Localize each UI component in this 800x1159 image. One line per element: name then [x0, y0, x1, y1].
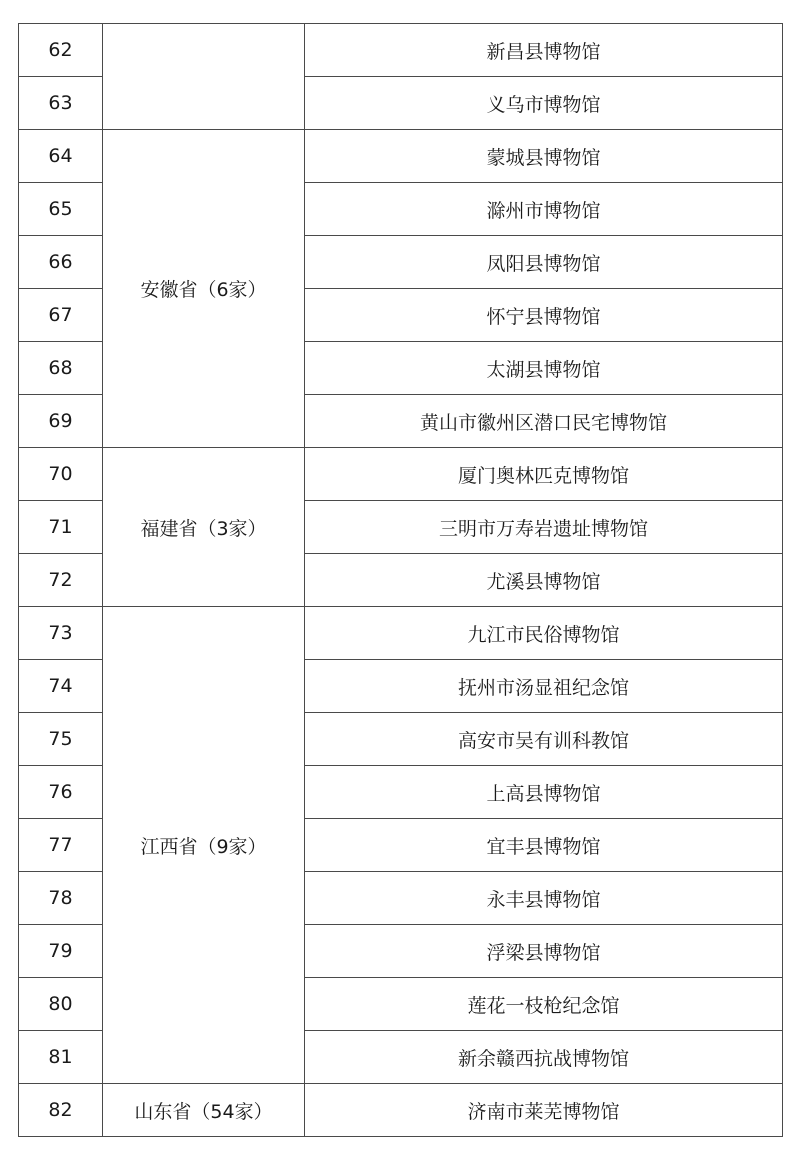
table-row	[19, 448, 783, 501]
table-row	[19, 607, 783, 660]
table-row	[19, 130, 783, 183]
serial-number-cell: 64	[19, 130, 103, 183]
museum-name-cell: 蒙城县博物馆	[305, 130, 783, 183]
serial-number-cell: 65	[19, 183, 103, 236]
museum-name-cell: 浮梁县博物馆	[305, 925, 783, 978]
serial-number-cell: 67	[19, 289, 103, 342]
museum-list-table	[18, 23, 783, 1137]
table-row	[19, 24, 783, 77]
province-cell: 江西省（9家）	[103, 607, 305, 1084]
serial-number-cell: 68	[19, 342, 103, 395]
serial-number-cell: 66	[19, 236, 103, 289]
museum-name-cell: 新昌县博物馆	[305, 24, 783, 77]
museum-name-cell: 怀宁县博物馆	[305, 289, 783, 342]
table-row	[19, 1084, 783, 1137]
serial-number-cell: 82	[19, 1084, 103, 1137]
museum-name-cell: 抚州市汤显祖纪念馆	[305, 660, 783, 713]
serial-number-cell: 81	[19, 1031, 103, 1084]
province-cell: 山东省（54家）	[103, 1084, 305, 1137]
museum-name-cell: 滁州市博物馆	[305, 183, 783, 236]
museum-name-cell: 济南市莱芜博物馆	[305, 1084, 783, 1137]
serial-number-cell: 75	[19, 713, 103, 766]
serial-number-cell: 72	[19, 554, 103, 607]
province-cell: 福建省（3家）	[103, 448, 305, 607]
serial-number-cell: 79	[19, 925, 103, 978]
serial-number-cell: 78	[19, 872, 103, 925]
museum-name-cell: 太湖县博物馆	[305, 342, 783, 395]
serial-number-cell: 69	[19, 395, 103, 448]
serial-number-cell: 74	[19, 660, 103, 713]
serial-number-cell: 77	[19, 819, 103, 872]
serial-number-cell: 62	[19, 24, 103, 77]
museum-name-cell: 九江市民俗博物馆	[305, 607, 783, 660]
serial-number-cell: 80	[19, 978, 103, 1031]
museum-name-cell: 义乌市博物馆	[305, 77, 783, 130]
museum-name-cell: 黄山市徽州区潜口民宅博物馆	[305, 395, 783, 448]
province-cell: 安徽省（6家）	[103, 130, 305, 448]
museum-name-cell: 新余赣西抗战博物馆	[305, 1031, 783, 1084]
museum-name-cell: 尤溪县博物馆	[305, 554, 783, 607]
province-cell	[103, 24, 305, 130]
museum-name-cell: 莲花一枝枪纪念馆	[305, 978, 783, 1031]
museum-name-cell: 上高县博物馆	[305, 766, 783, 819]
museum-name-cell: 永丰县博物馆	[305, 872, 783, 925]
museum-name-cell: 宜丰县博物馆	[305, 819, 783, 872]
serial-number-cell: 76	[19, 766, 103, 819]
serial-number-cell: 70	[19, 448, 103, 501]
table-body	[19, 24, 783, 1137]
serial-number-cell: 73	[19, 607, 103, 660]
museum-name-cell: 三明市万寿岩遗址博物馆	[305, 501, 783, 554]
museum-name-cell: 厦门奥林匹克博物馆	[305, 448, 783, 501]
serial-number-cell: 71	[19, 501, 103, 554]
serial-number-cell: 63	[19, 77, 103, 130]
museum-name-cell: 凤阳县博物馆	[305, 236, 783, 289]
museum-name-cell: 高安市吴有训科教馆	[305, 713, 783, 766]
